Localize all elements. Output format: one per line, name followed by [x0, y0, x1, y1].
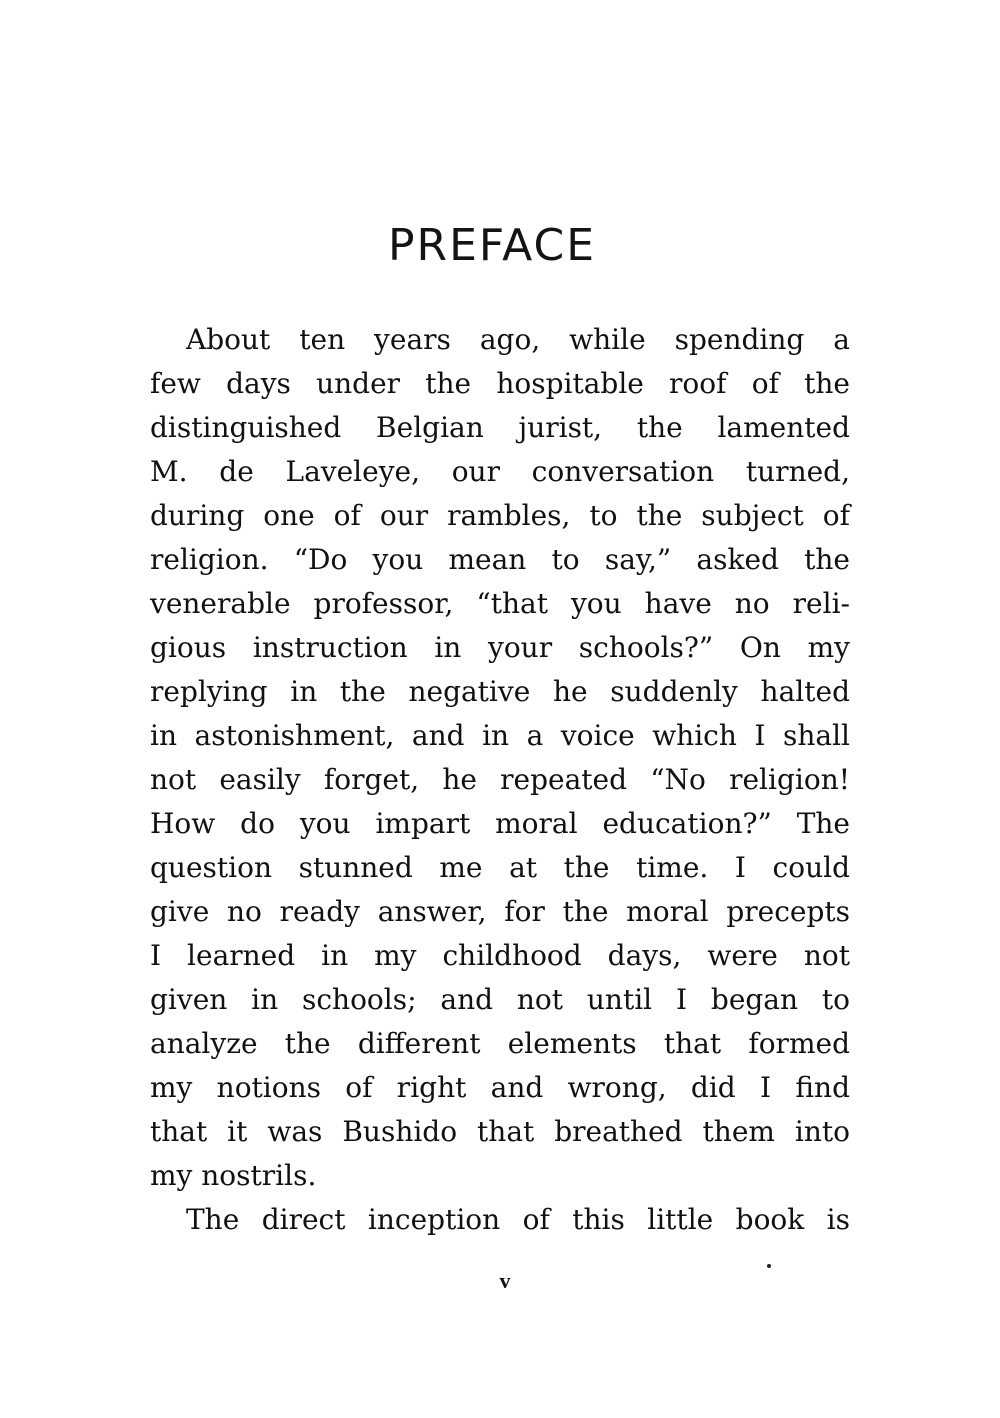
text-line: The direct inception of this little book is [186, 1203, 850, 1236]
text-line: analyze the different elements that formed [150, 1027, 850, 1060]
text-line: give no ready answer, for the moral precepts [150, 895, 850, 928]
text-line: question stunned me at the time. I could [150, 851, 850, 884]
text-line: distinguished Belgian jurist, the lamented [150, 411, 850, 444]
text-line: M. de Laveleye, our conversation turned, [150, 455, 850, 488]
text-line: venerable professor, “that you have no reli- [150, 587, 850, 620]
page-title: PREFACE [387, 220, 597, 271]
text-line: given in schools; and not until I began to [150, 983, 850, 1016]
page-number: v [499, 1268, 511, 1293]
text-line: my nostrils. [150, 1159, 317, 1192]
paragraph-2 [150, 1198, 850, 1242]
text-line: my notions of right and wrong, did I find [150, 1071, 850, 1104]
text-line: About ten years ago, while spending a [186, 323, 850, 356]
body-text [150, 318, 850, 1242]
text-line: in astonishment, and in a voice which I shall [150, 719, 850, 752]
paragraph-1 [150, 318, 850, 1198]
text-line: not easily forget, he repeated “No religion! [150, 763, 850, 796]
text-line: replying in the negative he suddenly halted [150, 675, 850, 708]
text-line: few days under the hospitable roof of the [150, 367, 850, 400]
text-line: that it was Bushido that breathed them into [150, 1115, 850, 1148]
text-line: gious instruction in your schools?” On my [150, 631, 850, 664]
text-line: I learned in my childhood days, were not [150, 939, 850, 972]
text-line: How do you impart moral education?” The [150, 807, 850, 840]
text-line: religion. “Do you mean to say,” asked the [150, 543, 850, 576]
text-line: during one of our rambles, to the subject of [150, 499, 850, 532]
